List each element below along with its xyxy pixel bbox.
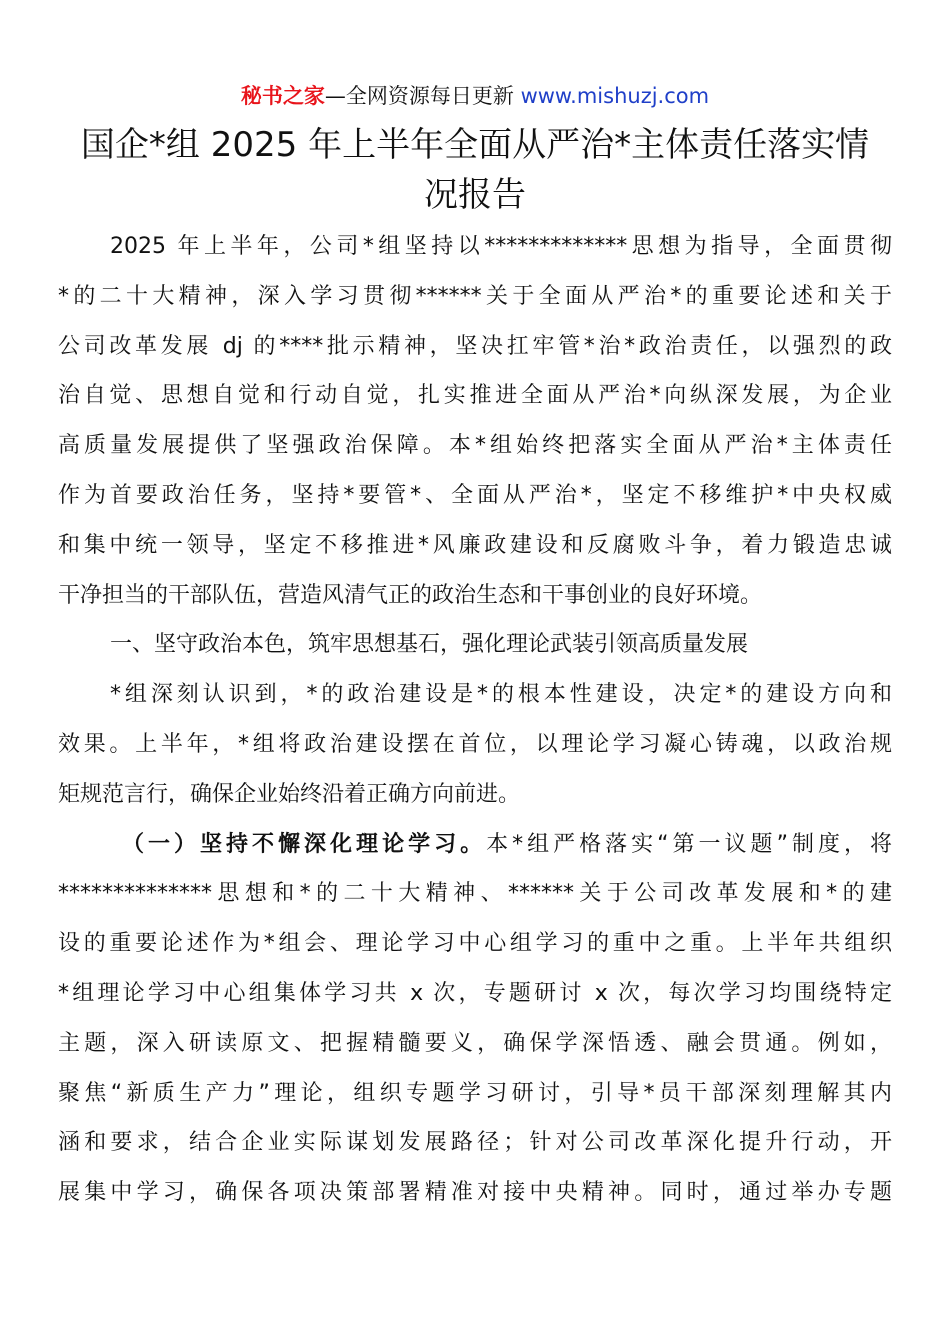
paragraph-line: 展集中学习，确保各项决策部署精准对接中央精神。同时，通过举办专题 <box>58 1180 892 1206</box>
paragraph-line: **************思想和*的二十大精神、******关于公司改革发展和*的建 <box>58 881 892 907</box>
paragraph-line: 设的重要论述作为*组会、理论学习中心组学习的重中之重。上半年共组织 <box>58 931 892 957</box>
subsection-lead-text: 本*组严格落实“第一议题”制度，将 <box>486 831 892 857</box>
paragraph-line: 矩规范言行，确保企业始终沿着正确方向前进。 <box>58 781 521 807</box>
title-line-2: 况报告 <box>424 174 526 215</box>
paragraph-section1 <box>58 670 892 819</box>
document-body <box>58 222 892 1218</box>
subsection-heading-1: （一）坚持不懈深化理论学习。 <box>122 831 487 857</box>
paragraph-line: 聚焦“新质生产力”理论，组织专题学习研讨，引导*员干部深刻理解其内 <box>58 1080 892 1106</box>
site-brand: 秘书之家 <box>240 84 325 108</box>
document-title <box>60 122 890 222</box>
paragraph-line: 公司改革发展 dj 的****批示精神，坚决扛牢管*治*政治责任，以强烈的政 <box>58 333 892 359</box>
paragraph-line: 和集中统一领导，坚定不移推进*风廉政建设和反腐败斗争，着力锻造忠诚 <box>58 532 892 558</box>
paragraph-line: 治自觉、思想自觉和行动自觉，扎实推进全面从严治*向纵深发展，为企业 <box>58 383 892 409</box>
section-heading-1: 一、坚守政治本色，筑牢思想基石，强化理论武装引领高质量发展 <box>110 632 749 658</box>
site-tagline: —全网资源每日更新 <box>324 84 521 108</box>
paragraph-line: *的二十大精神，深入学习贯彻******关于全面从严治*的重要论述和关于 <box>58 283 892 309</box>
paragraph-line: 作为首要政治任务，坚持*要管*、全面从严治*，坚定不移维护*中央权威 <box>58 482 892 508</box>
paragraph-line: 主题，深入研读原文、把握精髓要义，确保学深悟透、融会贯通。例如， <box>58 1030 892 1056</box>
paragraph-intro <box>58 222 892 620</box>
paragraph-line: 高质量发展提供了坚强政治保障。本*组始终把落实全面从严治*主体责任 <box>58 433 892 459</box>
title-line-1: 国企*组 2025 年上半年全面从严治*主体责任落实情 <box>80 125 870 165</box>
site-url-link[interactable]: www.mishuzj.com <box>520 84 710 108</box>
paragraph-line: *组深刻认识到，*的政治建设是*的根本性建设，决定*的建设方向和 <box>110 682 892 708</box>
paragraph-line: 2025 年上半年，公司*组坚持以*************思想为指导，全面贯彻 <box>110 234 892 259</box>
paragraph-line: 涵和要求，结合企业实际谋划发展路径；针对公司改革深化提升行动，开 <box>58 1130 892 1156</box>
paragraph-subsection1 <box>58 820 892 1218</box>
paragraph-line: 干净担当的干部队伍，营造风清气正的政治生态和干事创业的良好环境。 <box>58 582 763 608</box>
paragraph-line <box>58 820 892 870</box>
paragraph-line: *组理论学习中心组集体学习共 x 次，专题研讨 x 次，每次学习均围绕特定 <box>58 980 892 1006</box>
site-header <box>0 82 950 110</box>
paragraph-line: 效果。上半年，*组将政治建设摆在首位，以理论学习凝心铸魂，以政治规 <box>58 731 892 757</box>
